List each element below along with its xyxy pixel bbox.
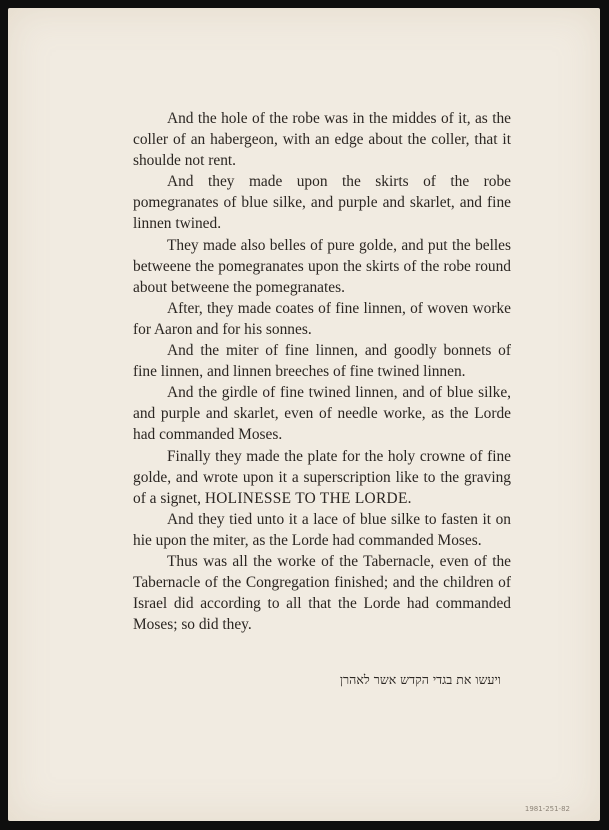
paragraph-5: And the miter of fine linnen, and goodly bonnets of fine linnen, and linnen breeches of fine twined linnen. [133,342,511,381]
paragraph-7 [133,446,511,509]
hebrew-colophon: ויעשו את בגדי הקדש אשר לאהרן [339,672,501,687]
paper-sheet [8,8,600,821]
paragraph-1: And the hole of the robe was in the middes of it, as the coller of an habergeon, with an edge about the coller, that it shoulde not rent. [133,110,511,170]
paragraph-3: They made also belles of pure golde, and put the belles betweene the pomegranates upon the skirts of the robe round about betweene the pomegranates. [133,236,511,296]
accession-number: 1981-251-82 [524,805,570,813]
paragraph-9: Thus was all the worke of the Tabernacle, even of the Tabernacle of the Congregation finished; and the children of Israel did according to all that the Lorde had commanded Moses; so did they. [133,552,511,634]
paragraph-6: And the girdle of fine twined linnen, and of blue silke, and purple and skarlet, even of needle worke, as the Lorde had commanded Moses. [133,384,511,444]
paragraph-2: And they made upon the skirts of the robe pomegranates of blue silke, and purple and skarlet, and fine linnen twined. [133,173,511,233]
paragraph-7-caps: HOLINESSE TO THE LORDE. [204,489,412,507]
paragraph-4: After, they made coates of fine linnen, of woven worke for Aaron and for his sonnes. [133,299,511,338]
paragraph-7-text: Finally they made the plate for the holy crowne of fine golde, and wrote upon it a superscription like to the graving of a signet, [133,447,511,507]
text-block [133,108,511,635]
paragraph-8: And they tied unto it a lace of blue silke to fasten it on hie upon the miter, as the Lorde had commanded Moses. [133,510,511,549]
